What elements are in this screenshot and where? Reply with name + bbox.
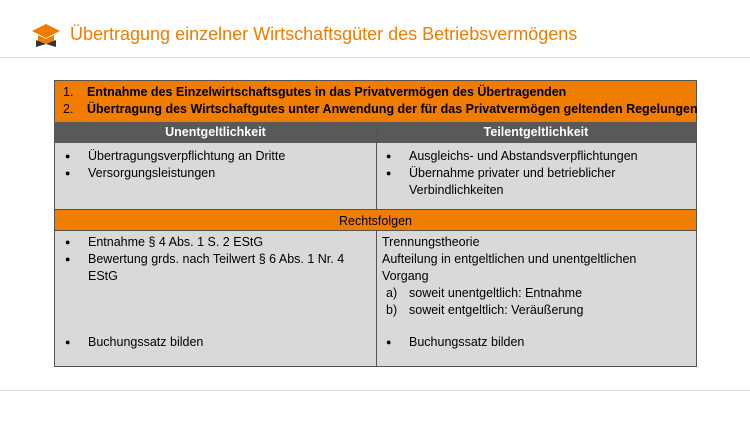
rechtsfolgen-row: Rechtsfolgen xyxy=(55,209,696,231)
list-item: ● Versorgungsleistungen xyxy=(55,165,376,182)
column-header-teilentgeltlichkeit: Teilentgeltlichkeit xyxy=(483,125,589,139)
header-divider xyxy=(0,57,750,58)
list-item: ● Entnahme § 4 Abs. 1 S. 2 EStG xyxy=(55,234,366,251)
list-item: a) soweit unentgeltlich: Entnahme xyxy=(386,286,583,300)
footer-divider xyxy=(0,390,750,391)
page-title: Übertragung einzelner Wirtschaftsgüter des Betriebsvermögens xyxy=(70,24,578,44)
list-item: ● Bewertung grds. nach Teilwert § 6 Abs. 1 Nr. 4 EStG xyxy=(55,251,366,285)
list-item: ● Übertragungsverpflichtung an Dritte xyxy=(55,148,376,165)
column-divider xyxy=(376,122,377,209)
intro-item: 2. Übertragung des Wirtschaftgutes unter Anwendung der für das Privatvermögen geltenden Regelungen xyxy=(63,102,698,116)
list-item: ● Übernahme privater und betrieblicher Verbindlichkeiten xyxy=(376,165,686,199)
consequences-right-cell xyxy=(376,231,696,366)
consequences-left-cell xyxy=(55,231,376,366)
list-item: ● Buchungssatz bilden xyxy=(376,334,524,351)
column-divider xyxy=(376,231,377,366)
list-item: ● Ausgleichs- und Abstandsverpflichtungen xyxy=(376,148,686,165)
graduation-cap-book-icon xyxy=(30,20,62,48)
column-header-unentgeltlichkeit: Unentgeltlichkeit xyxy=(165,125,266,139)
intro-item: 1. Entnahme des Einzelwirtschaftsgutes in das Privatvermögen des Übertragenden xyxy=(63,85,567,99)
theory-label: Trennungstheorie xyxy=(382,235,480,249)
list-item: ● Buchungssatz bilden xyxy=(55,334,203,351)
theory-description: Aufteilung in entgeltlichen und unentgeltlichen Vorgang xyxy=(382,252,637,283)
summary-table xyxy=(54,80,697,367)
cases-right-cell xyxy=(376,143,696,209)
header xyxy=(0,0,750,56)
list-item: b) soweit entgeltlich: Veräußerung xyxy=(386,303,584,317)
cases-left-cell xyxy=(55,143,376,209)
intro-row xyxy=(55,81,696,122)
